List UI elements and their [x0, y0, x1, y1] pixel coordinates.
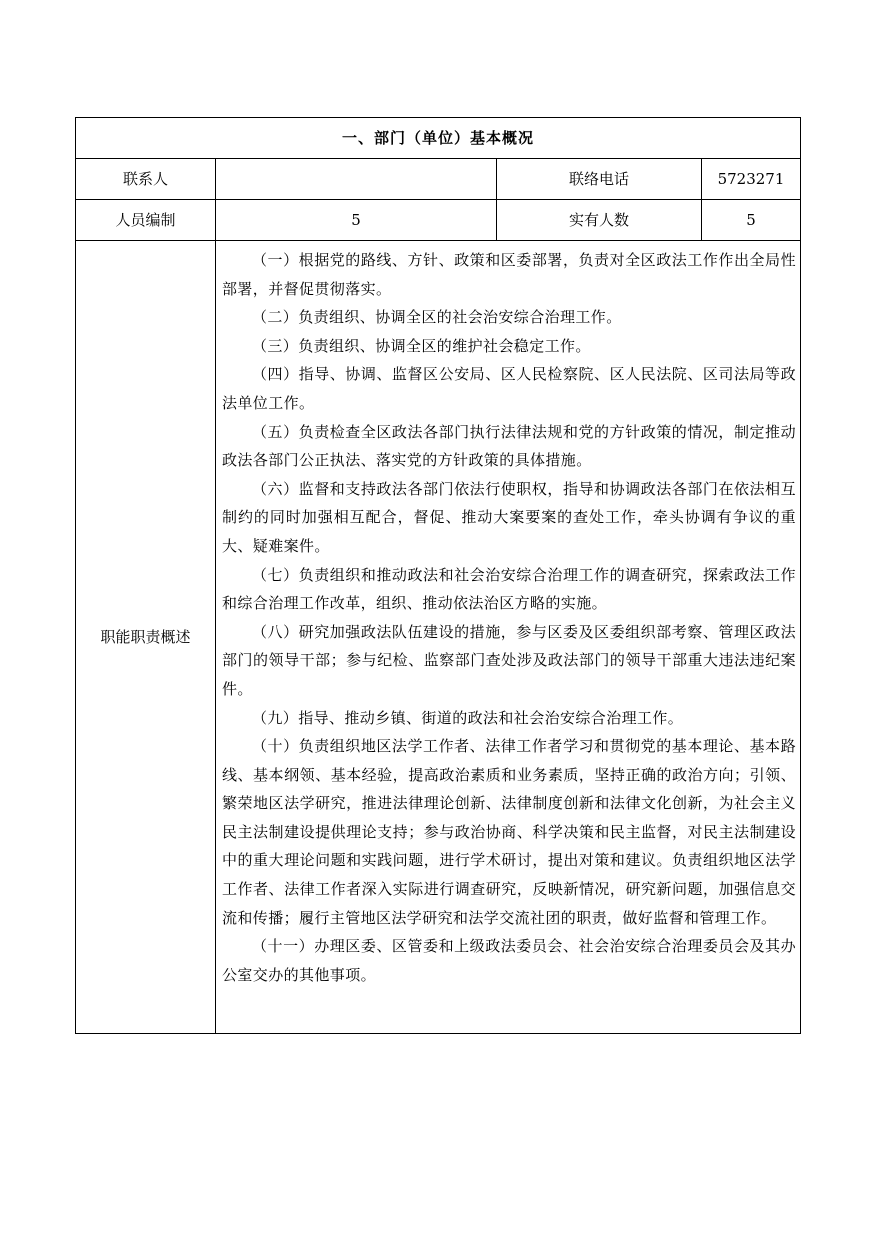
department-overview-table	[75, 117, 801, 1034]
title-row	[76, 118, 801, 159]
table-title: 一、部门（单位）基本概况	[76, 118, 801, 159]
actual-staff-value: 5	[702, 200, 801, 241]
actual-staff-label: 实有人数	[497, 200, 702, 241]
duty-paragraph: （三）负责组织、协调全区的维护社会稳定工作。	[252, 336, 591, 355]
duty-paragraph: （六）监督和支持政法各部门依法行使职权，指导和协调政法各部门在依法相互制约的同时加强相互配合，督促、推动大案要案的查处工作，牵头协调有争议的重大、疑难案件。	[222, 479, 797, 555]
staff-row	[76, 200, 801, 241]
duty-paragraph: （二）负责组织、协调全区的社会治安综合治理工作。	[252, 308, 622, 327]
duties-row	[76, 241, 801, 1034]
duty-paragraph: （十）负责组织地区法学工作者、法律工作者学习和贯彻党的基本理论、基本路线、基本纲领、基本经验，提高政治素质和业务素质，坚持正确的政治方向；引领、繁荣地区法学研究，推进法律理论创新、法律制度创新和法律文化创新，为社会主义民主法制建设提供理论支持；参与政治协商、科学决策和民主监督，对民主法制建设中的重大理论问题和实践问题，进行学术研讨，提出对策和建议。负责组织地区法学工作者、法律工作者深入实际进行调查研究，反映新情况，研究新问题，加强信息交流和传播；履行主管地区法学研究和法学交流社团的职责，做好监督和管理工作。	[222, 737, 797, 927]
duty-paragraph: （四）指导、协调、监督区公安局、区人民检察院、区人民法院、区司法局等政法单位工作。	[222, 365, 797, 412]
duty-paragraph: （一）根据党的路线、方针、政策和区委部署，负责对全区政法工作作出全局性部署，并督促贯彻落实。	[222, 251, 797, 298]
duties-label: 职能职责概述	[76, 241, 216, 1034]
phone-value: 5723271	[702, 159, 801, 200]
duty-paragraph: （十一）办理区委、区管委和上级政法委员会、社会治安综合治理委员会及其办公室交办的其他事项。	[222, 937, 797, 984]
duty-paragraph: （七）负责组织和推动政法和社会治安综合治理工作的调查研究，探索政法工作和综合治理工作改革，组织、推动依法治区方略的实施。	[222, 565, 797, 613]
staff-quota-value: 5	[216, 200, 497, 241]
contact-value	[216, 159, 497, 200]
phone-label: 联络电话	[497, 159, 702, 200]
duties-description	[216, 241, 801, 1034]
contact-row	[76, 159, 801, 200]
duty-paragraph: （九）指导、推动乡镇、街道的政法和社会治安综合治理工作。	[252, 708, 684, 727]
staff-quota-label: 人员编制	[76, 200, 216, 241]
contact-label: 联系人	[76, 159, 216, 200]
duty-paragraph: （八）研究加强政法队伍建设的措施，参与区委及区委组织部考察、管理区政法部门的领导干部；参与纪检、监察部门查处涉及政法部门的领导干部重大违法违纪案件。	[222, 622, 797, 698]
duty-paragraph: （五）负责检查全区政法各部门执行法律法规和党的方针政策的情况，制定推动政法各部门公正执法、落实党的方针政策的具体措施。	[222, 422, 797, 470]
